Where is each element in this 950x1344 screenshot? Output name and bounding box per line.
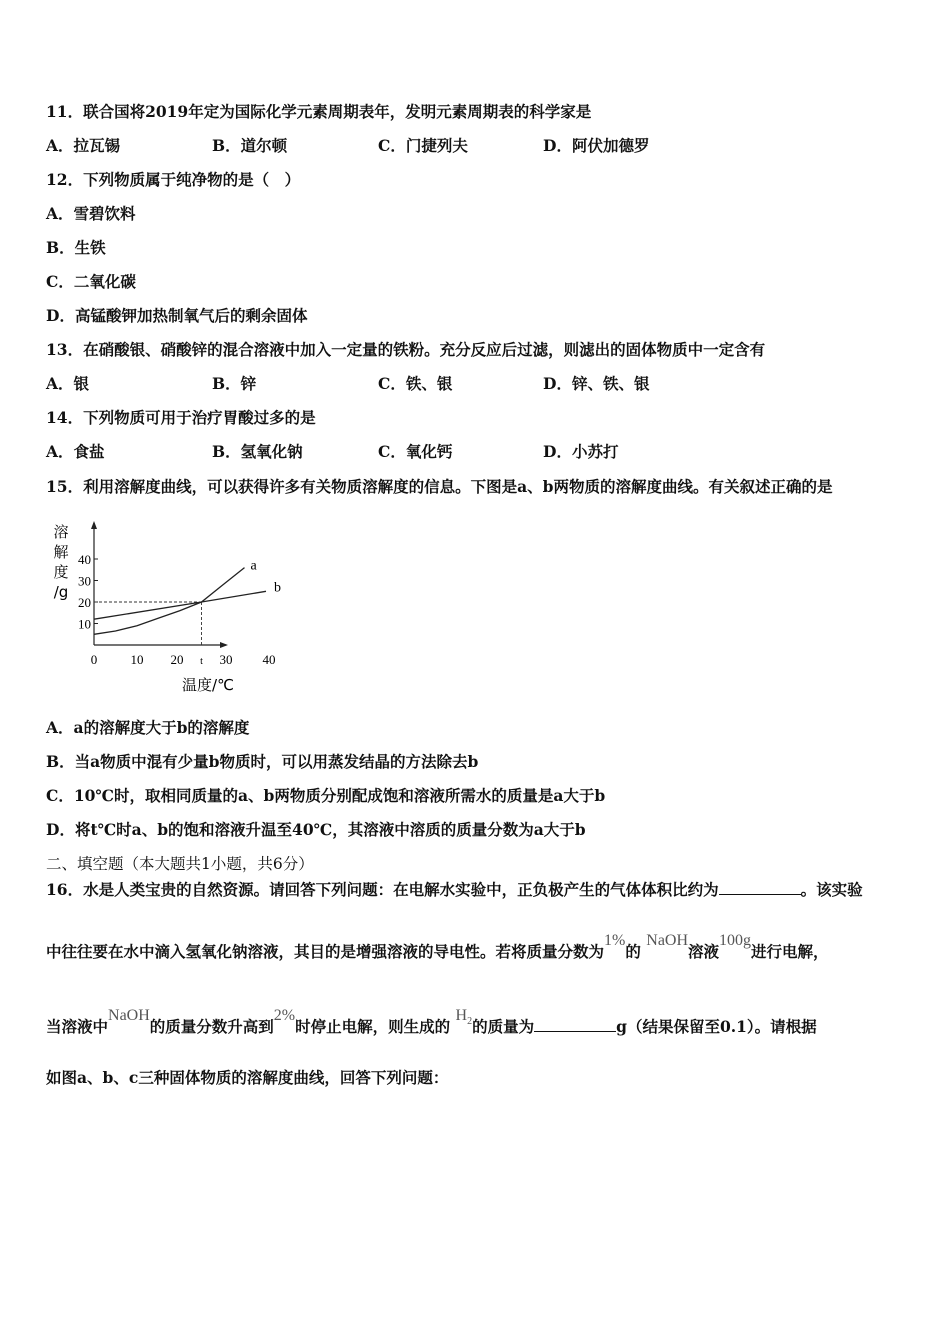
formula-100g: 100g	[719, 932, 752, 949]
q11-stem: 11．联合国将2019年定为国际化学元素周期表年，发明元素周期表的科学家是	[46, 102, 592, 121]
q15-option-d: D．将t℃时a、b的饱和溶液升温至40℃，其溶液中溶质的质量分数为a大于b	[46, 820, 586, 839]
formula-h: H	[455, 1007, 468, 1024]
q15-option-a: A．a的溶解度大于b的溶解度	[46, 718, 250, 737]
series-line-a	[94, 568, 245, 635]
q12-option-a: A．雪碧饮料	[46, 204, 136, 223]
series-line-b	[94, 591, 266, 619]
q13-option-b: B．锌	[212, 374, 257, 393]
q16-line-1	[46, 880, 863, 900]
q13-option-d: D．锌、铁、银	[543, 374, 650, 393]
formula-naoh-2: NaOH	[108, 1007, 150, 1024]
q16-text: 时停止电解，则生成的	[295, 1017, 451, 1036]
chart-axes	[91, 521, 228, 648]
q16-text: 16．水是人类宝贵的自然资源。请回答下列问题：在电解水实验中，正负极产生的气体体积比约为	[46, 880, 719, 899]
q16-line-3	[46, 1007, 817, 1044]
formula-h2	[455, 1007, 473, 1028]
q12-option-d: D．高锰酸钾加热制氧气后的剩余固体	[46, 306, 308, 325]
q16-text: 的质量分数升高到	[149, 1017, 274, 1036]
formula-naoh: NaOH	[646, 932, 689, 949]
q11-option-a: A．拉瓦锡	[46, 136, 121, 155]
y-axis-arrow	[91, 521, 97, 529]
q11-option-c: C．门捷列夫	[378, 136, 468, 155]
solubility-chart	[40, 515, 281, 695]
y-axis-label-char: 解	[53, 543, 69, 561]
q16-line-4: 如图a、b、c三种固体物质的溶解度曲线，回答下列问题：	[46, 1068, 449, 1087]
q14-option-d: D．小苏打	[543, 442, 619, 461]
x-tick-label: t	[200, 656, 203, 667]
x-tick-label: 30	[219, 652, 233, 667]
formula-2pct: 2%	[273, 1007, 296, 1024]
y-axis-label-char: 溶	[53, 523, 69, 541]
q12-option-b: B．生铁	[46, 238, 106, 257]
q14-option-a: A．食盐	[46, 442, 105, 461]
y-tick-label: 40	[78, 552, 91, 567]
section-title: 二、填空题（本大题共1小题，共6分）	[46, 855, 314, 873]
q13-option-c: C．铁、银	[378, 374, 453, 393]
q16-text: 中往往要在水中滴入氢氧化钠溶液，其目的是增强溶液的导电性。若将质量分数为	[46, 942, 605, 961]
q12-option-c: C．二氧化碳	[46, 272, 136, 291]
y-tick-label: 30	[78, 573, 91, 589]
x-axis-arrow	[220, 642, 228, 648]
q14-option-c: C．氧化钙	[378, 442, 453, 461]
y-axis-label-char: /g	[53, 583, 69, 601]
answer-blank-2[interactable]	[534, 1017, 616, 1032]
q11-option-d: D．阿伏加德罗	[543, 136, 650, 155]
x-tick-label: 20	[170, 652, 184, 667]
q12-stem: 12．下列物质属于纯净物的是（ ）	[46, 170, 301, 189]
q15-stem: 15．利用溶解度曲线，可以获得许多有关物质溶解度的信息。下图是a、b两物质的溶解度曲线。有关叙述正确的是	[46, 477, 833, 496]
q11-option-b: B．道尔顿	[212, 136, 288, 155]
q13-stem: 13．在硝酸银、硝酸锌的混合溶液中加入一定量的铁粉。充分反应后过滤，则滤出的固体物质中一定含有	[46, 340, 766, 359]
series-label-b: b	[274, 580, 281, 596]
q15-option-c: C．10℃时，取相同质量的a、b两物质分别配成饱和溶液所需水的质量是a大于b	[46, 786, 606, 805]
q15-option-b: B．当a物质中混有少量b物质时，可以用蒸发结晶的方法除去b	[46, 752, 479, 771]
y-axis-label-char: 度	[53, 563, 69, 581]
x-tick-label: 40	[262, 652, 276, 667]
q16-line-2	[46, 932, 829, 963]
x-tick-label: 10	[130, 652, 144, 667]
chart-ticks	[78, 552, 276, 667]
x-tick-label: 0	[90, 652, 98, 667]
q14-option-b: B．氢氧化钠	[212, 442, 303, 461]
q13-option-a: A．银	[46, 374, 90, 393]
q16-text: g（结果保留至0.1）。请根据	[616, 1017, 817, 1036]
formula-subscript: 2	[467, 1016, 473, 1028]
q16-text: 进行电解，	[751, 942, 829, 961]
q14-stem: 14．下列物质可用于治疗胃酸过多的是	[46, 408, 316, 427]
q16-text: 当溶液中	[46, 1017, 109, 1036]
q16-text: 的	[625, 942, 641, 961]
series-label-a: a	[250, 558, 257, 574]
y-tick-label: 20	[78, 595, 91, 610]
q16-text: 。该实验	[800, 880, 863, 899]
chart-series	[94, 568, 266, 645]
answer-blank-1[interactable]	[719, 880, 801, 895]
x-axis-label: 温度/℃	[182, 676, 234, 694]
q16-text: 溶液	[688, 942, 720, 961]
formula-1pct: 1%	[604, 932, 626, 949]
q16-text: 的质量为	[472, 1017, 535, 1036]
y-tick-label: 10	[78, 616, 91, 632]
